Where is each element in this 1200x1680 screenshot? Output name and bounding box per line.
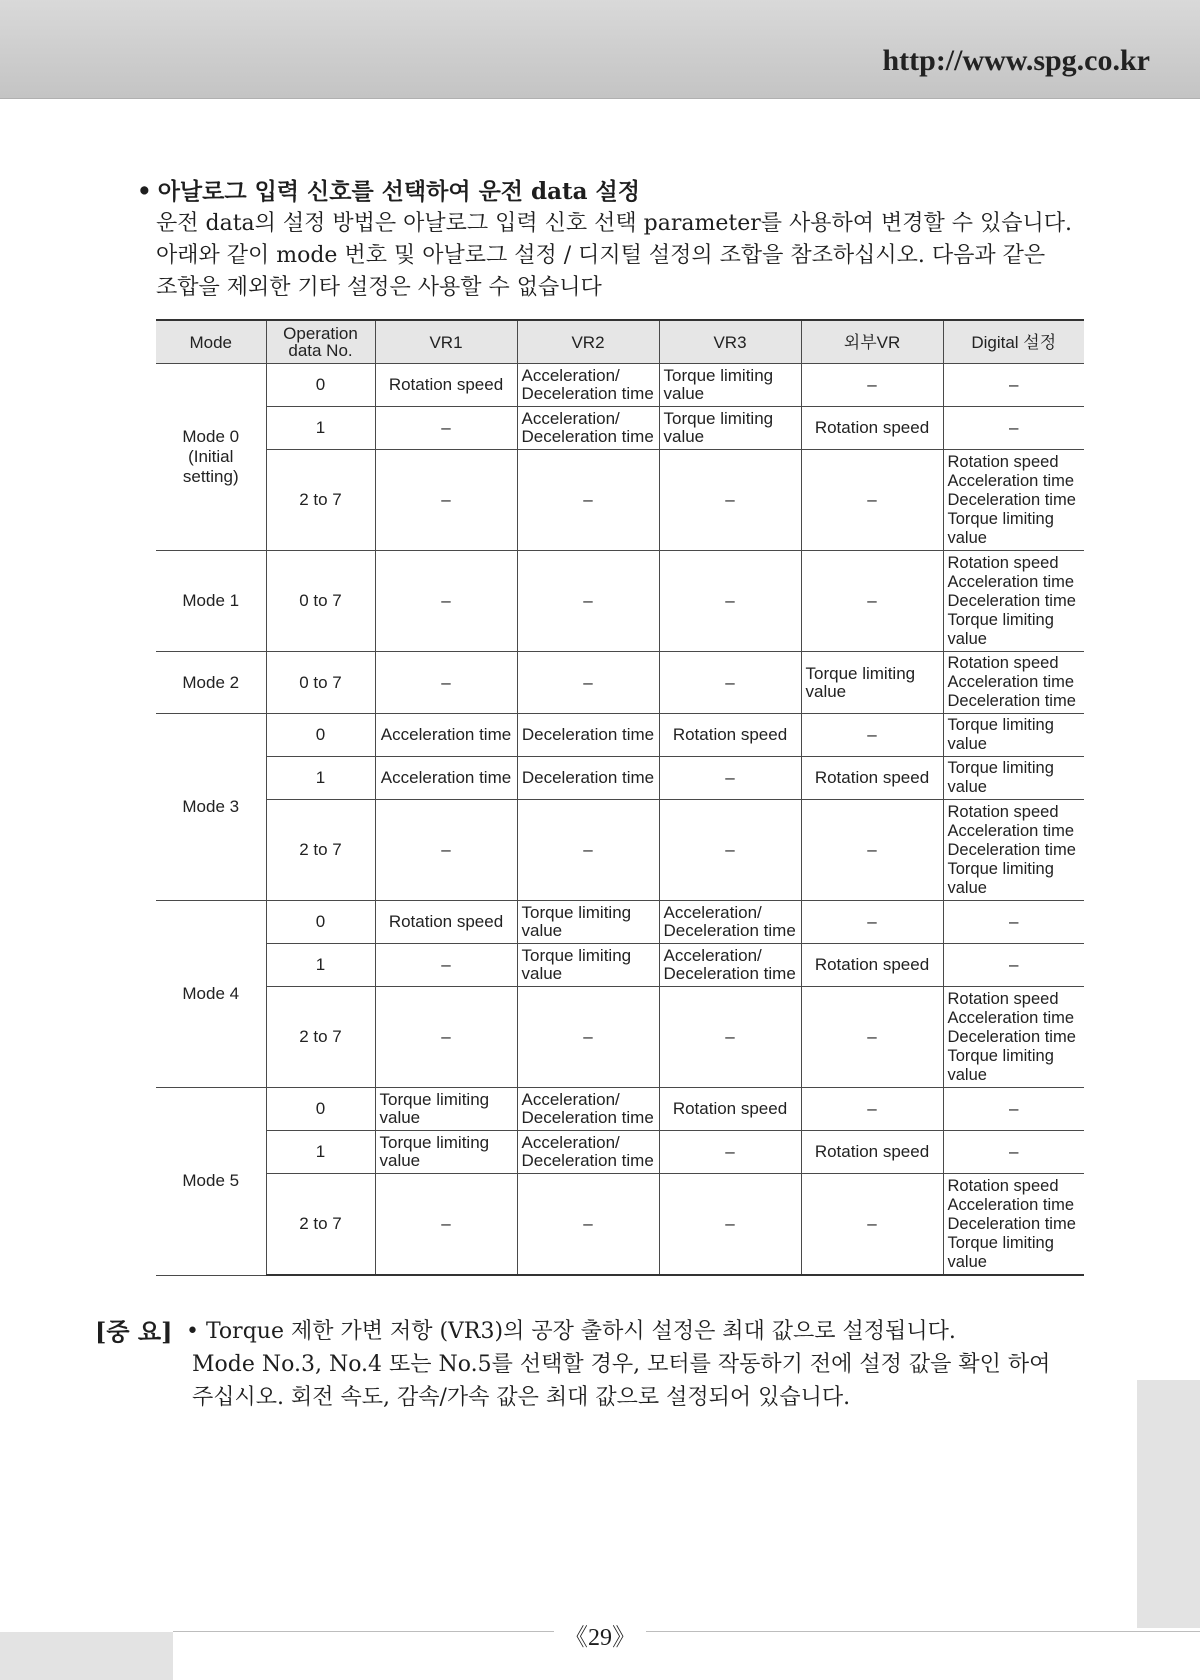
site-url[interactable]: http://www.spg.co.kr (882, 44, 1150, 77)
vr1-cell: Torque limiting value (375, 1088, 517, 1131)
op-no-cell: 2 to 7 (266, 450, 375, 551)
vr2-cell: Deceleration time (517, 757, 659, 800)
note-line: • Torque 제한 가변 저항 (VR3)의 공장 출하시 설정은 최대 값으로 설정됩니다. (186, 1319, 956, 1344)
ext-vr-cell: Rotation speed (801, 1131, 943, 1174)
digital-cell: – (943, 1131, 1084, 1174)
digital-cell: – (943, 901, 1084, 944)
vr3-cell: – (659, 1131, 801, 1174)
important-tag: [중 요] (95, 1317, 173, 1346)
vr1-cell: – (375, 944, 517, 987)
vr2-cell: – (517, 800, 659, 901)
vr1-cell: – (375, 1174, 517, 1276)
op-no-cell: 1 (266, 407, 375, 450)
ext-vr-cell: – (801, 714, 943, 757)
table-row (156, 944, 1084, 987)
vr1-cell: Rotation speed (375, 901, 517, 944)
header-external-vr: 외부VR (801, 320, 943, 364)
table-row (156, 652, 1084, 714)
header-operation-data-no: Operation data No. (266, 320, 375, 364)
ext-vr-cell: – (801, 1088, 943, 1131)
vr2-cell: – (517, 1174, 659, 1276)
bullet-icon: • (137, 178, 152, 205)
table-row (156, 551, 1084, 652)
table-row (156, 1174, 1084, 1276)
vr2-cell: – (517, 551, 659, 652)
vr3-cell: Torque limiting value (659, 407, 801, 450)
digital-cell: Rotation speed Acceleration time Deceleration time Torque limiting value (943, 987, 1084, 1088)
table-row (156, 1088, 1084, 1131)
ext-vr-cell: Torque limiting value (801, 652, 943, 714)
vr1-cell: – (375, 407, 517, 450)
vr3-cell: Torque limiting value (659, 364, 801, 407)
ext-vr-cell: – (801, 901, 943, 944)
table-row (156, 800, 1084, 901)
intro-line: 운전 data의 설정 방법은 아날로그 입력 신호 선택 parameter를 사용하여 변경할 수 있습니다. (156, 211, 1072, 236)
table-header-row (156, 320, 1084, 364)
table-row (156, 714, 1084, 757)
ext-vr-cell: – (801, 450, 943, 551)
vr2-cell: – (517, 987, 659, 1088)
mode-cell: Mode 2 (156, 652, 266, 714)
section-heading (137, 173, 640, 206)
section-heading-text: 아날로그 입력 신호를 선택하여 운전 data 설정 (157, 178, 640, 205)
digital-cell: Rotation speed Acceleration time Deceleration time Torque limiting value (943, 1174, 1084, 1276)
vr1-cell: Torque limiting value (375, 1131, 517, 1174)
digital-cell: Rotation speed Acceleration time Deceleration time Torque limiting value (943, 551, 1084, 652)
intro-paragraph (156, 208, 1086, 304)
mode-cell: Mode 0 (Initial setting) (156, 364, 266, 551)
vr3-cell: – (659, 800, 801, 901)
mode-cell: Mode 1 (156, 551, 266, 652)
table-row (156, 450, 1084, 551)
digital-cell: Torque limiting value (943, 714, 1084, 757)
table-row (156, 757, 1084, 800)
ext-vr-cell: – (801, 987, 943, 1088)
table-row (156, 901, 1084, 944)
table-row (156, 364, 1084, 407)
op-no-cell: 1 (266, 944, 375, 987)
vr3-cell: – (659, 987, 801, 1088)
intro-line: 아래와 같이 mode 번호 및 아날로그 설정 / 디지털 설정의 조합을 참조하십시오. 다음과 같은 (156, 243, 1046, 268)
op-no-cell: 1 (266, 1131, 375, 1174)
mode-cell: Mode 5 (156, 1088, 266, 1276)
op-no-cell: 2 to 7 (266, 800, 375, 901)
digital-cell: – (943, 1088, 1084, 1131)
vr2-cell: Torque limiting value (517, 901, 659, 944)
vr2-cell: Acceleration/ Deceleration time (517, 364, 659, 407)
vr2-cell: – (517, 652, 659, 714)
vr1-cell: – (375, 450, 517, 551)
mode-cell: Mode 3 (156, 714, 266, 901)
digital-cell: – (943, 944, 1084, 987)
important-note (186, 1315, 1092, 1414)
vr1-cell: Acceleration time (375, 757, 517, 800)
op-no-cell: 0 to 7 (266, 551, 375, 652)
ext-vr-cell: Rotation speed (801, 944, 943, 987)
digital-cell: Rotation speed Acceleration time Deceleration time (943, 652, 1084, 714)
vr2-cell: Acceleration/ Deceleration time (517, 1131, 659, 1174)
vr1-cell: – (375, 551, 517, 652)
op-no-cell: 0 (266, 364, 375, 407)
table-row (156, 987, 1084, 1088)
header-vr2: VR2 (517, 320, 659, 364)
ext-vr-cell: Rotation speed (801, 407, 943, 450)
vr1-cell: Rotation speed (375, 364, 517, 407)
digital-cell: – (943, 407, 1084, 450)
vr2-cell: Acceleration/ Deceleration time (517, 1088, 659, 1131)
header-digital: Digital 설정 (943, 320, 1084, 364)
header-vr1: VR1 (375, 320, 517, 364)
digital-cell: Rotation speed Acceleration time Deceleration time Torque limiting value (943, 800, 1084, 901)
ext-vr-cell: – (801, 364, 943, 407)
op-no-cell: 0 (266, 1088, 375, 1131)
header-bar (0, 0, 1200, 99)
header-vr3: VR3 (659, 320, 801, 364)
vr1-cell: – (375, 987, 517, 1088)
vr3-cell: Rotation speed (659, 1088, 801, 1131)
vr3-cell: – (659, 757, 801, 800)
vr3-cell: – (659, 551, 801, 652)
vr3-cell: Rotation speed (659, 714, 801, 757)
op-no-cell: 0 (266, 901, 375, 944)
page-number: 《29》 (0, 1617, 1200, 1652)
op-no-cell: 2 to 7 (266, 987, 375, 1088)
vr1-cell: Acceleration time (375, 714, 517, 757)
op-no-cell: 1 (266, 757, 375, 800)
header-mode: Mode (156, 320, 266, 364)
vr3-cell: – (659, 652, 801, 714)
op-no-cell: 2 to 7 (266, 1174, 375, 1276)
note-line: Mode No.3, No.4 또는 No.5를 선택할 경우, 모터를 작동하기 전에 설정 값을 확인 하여 (192, 1352, 1051, 1377)
vr3-cell: Acceleration/ Deceleration time (659, 944, 801, 987)
vr1-cell: – (375, 652, 517, 714)
ext-vr-cell: – (801, 800, 943, 901)
vr2-cell: Deceleration time (517, 714, 659, 757)
vr3-cell: Acceleration/ Deceleration time (659, 901, 801, 944)
table-row (156, 1131, 1084, 1174)
side-tab (1137, 1380, 1200, 1628)
intro-line: 조합을 제외한 기타 설정은 사용할 수 없습니다 (156, 275, 602, 300)
digital-cell: – (943, 364, 1084, 407)
op-no-cell: 0 to 7 (266, 652, 375, 714)
table-row (156, 407, 1084, 450)
vr2-cell: Acceleration/ Deceleration time (517, 407, 659, 450)
op-no-cell: 0 (266, 714, 375, 757)
mode-settings-table (156, 319, 1084, 1276)
ext-vr-cell: – (801, 1174, 943, 1276)
ext-vr-cell: – (801, 551, 943, 652)
digital-cell: Rotation speed Acceleration time Deceleration time Torque limiting value (943, 450, 1084, 551)
mode-cell: Mode 4 (156, 901, 266, 1088)
vr3-cell: – (659, 450, 801, 551)
vr1-cell: – (375, 800, 517, 901)
vr3-cell: – (659, 1174, 801, 1276)
vr2-cell: Torque limiting value (517, 944, 659, 987)
note-line: 주십시오. 회전 속도, 감속/가속 값은 최대 값으로 설정되어 있습니다. (192, 1385, 851, 1410)
ext-vr-cell: Rotation speed (801, 757, 943, 800)
digital-cell: Torque limiting value (943, 757, 1084, 800)
vr2-cell: – (517, 450, 659, 551)
